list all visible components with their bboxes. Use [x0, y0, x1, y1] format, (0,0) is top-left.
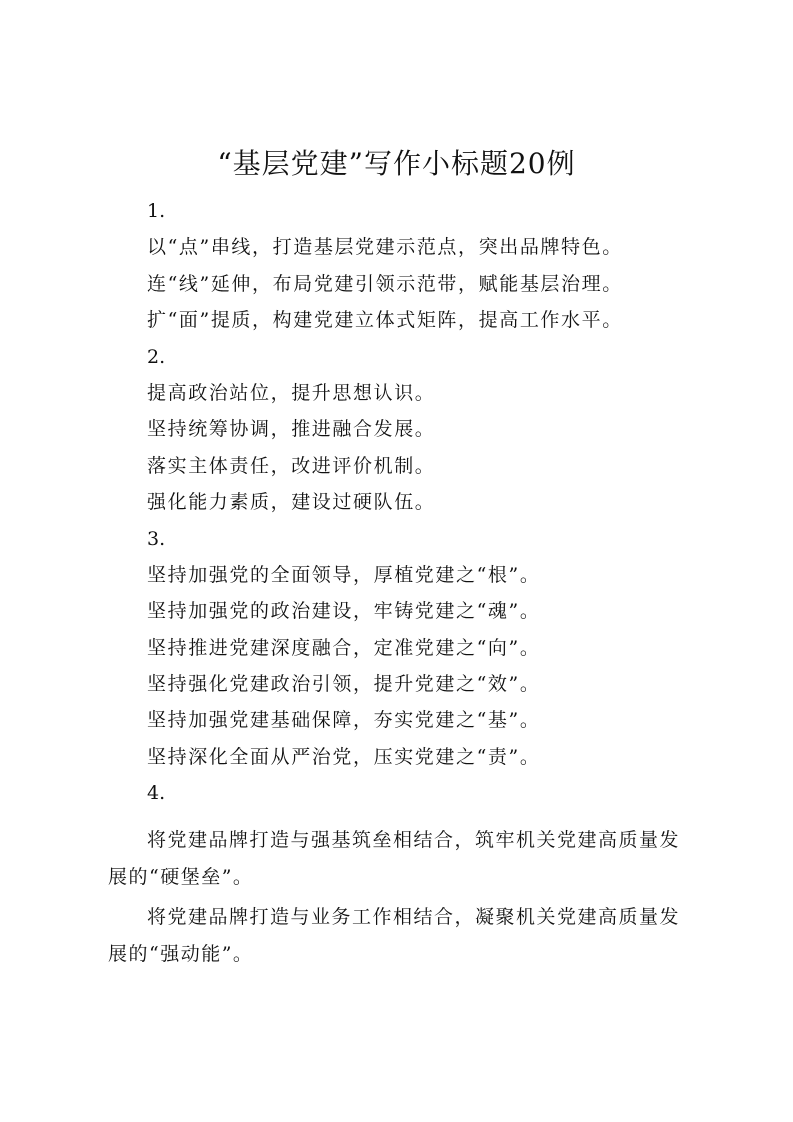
list-item: 坚持强化党建政治引领，提升党建之“效”。	[147, 673, 541, 696]
paragraph-line: 将党建品牌打造与业务工作相结合，凝聚机关党建高质量发	[147, 906, 681, 928]
paragraph-line: 展的“强动能”。	[108, 943, 254, 965]
list-item: 落实主体责任，改进评价机制。	[147, 454, 436, 477]
list-item: 坚持深化全面从严治党，压实党建之“责”。	[147, 745, 541, 768]
section-number: 2.	[147, 345, 166, 368]
paragraph-line: 将党建品牌打造与强基筑垒相结合，筑牢机关党建高质量发	[147, 829, 681, 851]
list-item: 坚持加强党的全面领导，厚植党建之“根”。	[147, 563, 541, 586]
list-item: 提高政治站位，提升思想认识。	[147, 381, 436, 404]
list-item: 连“线”延伸，布局党建引领示范带，赋能基层治理。	[147, 272, 623, 295]
list-item: 强化能力素质，建设过硬队伍。	[147, 491, 436, 514]
list-item: 坚持加强党的政治建设，牢铸党建之“魂”。	[147, 600, 541, 623]
list-item: 坚持统筹协调，推进融合发展。	[147, 418, 436, 441]
paragraph	[108, 899, 698, 972]
paragraph-line: 展的“硬堡垒”。	[108, 866, 254, 888]
section-number: 4.	[147, 782, 166, 805]
document-title: “基层党建”写作小标题20例	[217, 147, 576, 180]
section-number: 1.	[147, 200, 166, 222]
paragraph	[108, 822, 698, 895]
list-item: 扩“面”提质，构建党建立体式矩阵，提高工作水平。	[147, 309, 623, 332]
list-item: 以“点”串线，打造基层党建示范点，突出品牌特色。	[147, 236, 623, 259]
section-number: 3.	[147, 527, 166, 550]
document-body	[147, 193, 707, 812]
list-item: 坚持推进党建深度融合，定准党建之“向”。	[147, 636, 541, 659]
list-item: 坚持加强党建基础保障，夯实党建之“基”。	[147, 709, 541, 732]
